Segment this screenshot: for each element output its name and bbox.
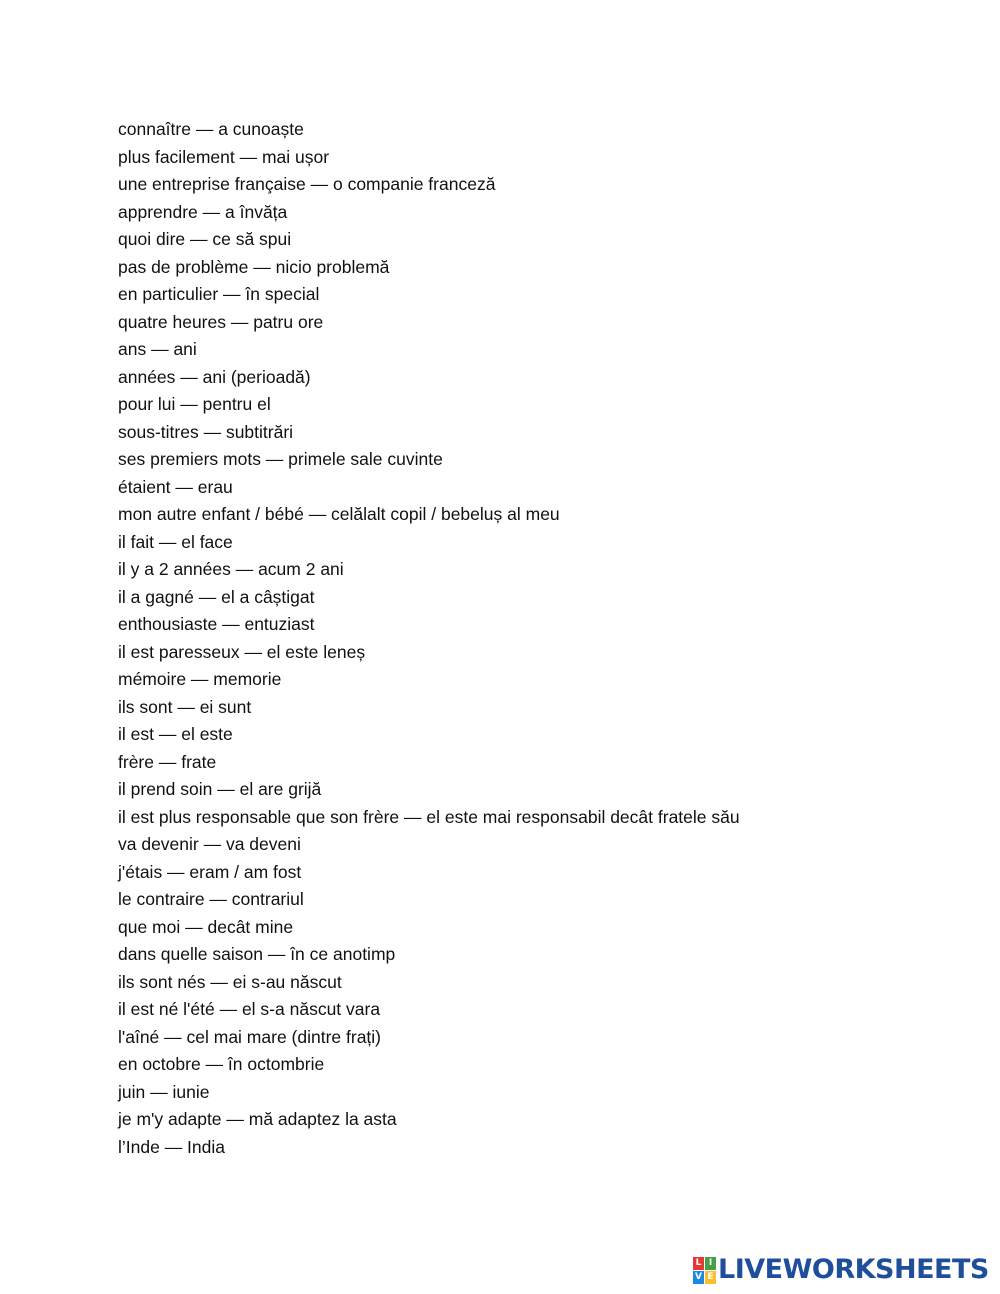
vocabulary-item: il est plus responsable que son frère — el este mai responsabil decât fratele său: [118, 806, 740, 827]
vocabulary-item: il y a 2 années — acum 2 ani: [118, 559, 344, 579]
vocabulary-item: il est paresseux — el este leneș: [118, 641, 366, 662]
vocabulary-item: l'aîné — cel mai mare (dintre frați): [118, 1026, 382, 1047]
vocabulary-item: sous-titres — subtitrări: [118, 421, 294, 442]
liveworksheets-logo-icon: [693, 1257, 715, 1283]
vocabulary-item: connaître — a cunoaște: [118, 119, 304, 139]
vocabulary-item: il prend soin — el are grijă: [118, 779, 322, 799]
vocabulary-item: va devenir — va deveni: [118, 834, 301, 854]
vocabulary-item: quatre heures — patru ore: [118, 311, 324, 332]
logo-mark-cell: E: [705, 1271, 716, 1284]
vocabulary-item: pas de problème — nicio problemă: [118, 256, 390, 277]
vocabulary-item: il est né l'été — el s-a născut vara: [118, 999, 381, 1019]
vocabulary-item: années — ani (perioadă): [118, 366, 311, 387]
vocabulary-item: le contraire — contrariul: [118, 889, 304, 909]
vocabulary-item: dans quelle saison — în ce anotimp: [118, 944, 396, 964]
vocabulary-item: frère — frate: [118, 751, 217, 772]
vocabulary-item: en octobre — în octombrie: [118, 1054, 325, 1074]
vocabulary-item: il fait — el face: [118, 531, 233, 552]
vocabulary-item: pour lui — pentru el: [118, 394, 271, 414]
vocabulary-item: mon autre enfant / bébé — celălalt copil / bebeluș al meu: [118, 504, 560, 524]
vocabulary-item: étaient — erau: [118, 476, 233, 497]
vocabulary-item: plus facilement — mai ușor: [118, 146, 330, 167]
logo-mark-cell: I: [705, 1257, 716, 1270]
vocabulary-item: juin — iunie: [118, 1081, 210, 1102]
vocabulary-item: quoi dire — ce să spui: [118, 229, 292, 249]
vocabulary-item: ses premiers mots — primele sale cuvinte: [118, 449, 443, 469]
logo-text: LIVEWORKSHEETS: [718, 1254, 989, 1285]
vocabulary-item: ans — ani: [118, 339, 197, 359]
vocabulary-item: ils sont nés — ei s-au născut: [118, 971, 342, 992]
vocabulary-item: une entreprise française — o companie franceză: [118, 174, 496, 194]
vocabulary-item: l’Inde — India: [118, 1136, 226, 1157]
logo-mark-cell: V: [693, 1271, 704, 1284]
vocabulary-item: mémoire — memorie: [118, 669, 282, 689]
liveworksheets-logo: [693, 1255, 989, 1285]
vocabulary-item: ils sont — ei sunt: [118, 696, 252, 717]
vocabulary-item: apprendre — a învăța: [118, 201, 288, 222]
vocabulary-item: je m'y adapte — mă adaptez la asta: [118, 1109, 397, 1129]
vocabulary-item: il est — el este: [118, 724, 233, 744]
vocabulary-item: que moi — decât mine: [118, 916, 294, 937]
vocabulary-item: enthousiaste — entuziast: [118, 614, 315, 634]
logo-mark-cell: L: [693, 1257, 704, 1270]
vocabulary-item: j'étais — eram / am fost: [118, 861, 302, 882]
vocabulary-list: [118, 116, 740, 1161]
vocabulary-item: il a gagné — el a câștigat: [118, 586, 315, 607]
vocabulary-item: en particulier — în special: [118, 284, 320, 304]
